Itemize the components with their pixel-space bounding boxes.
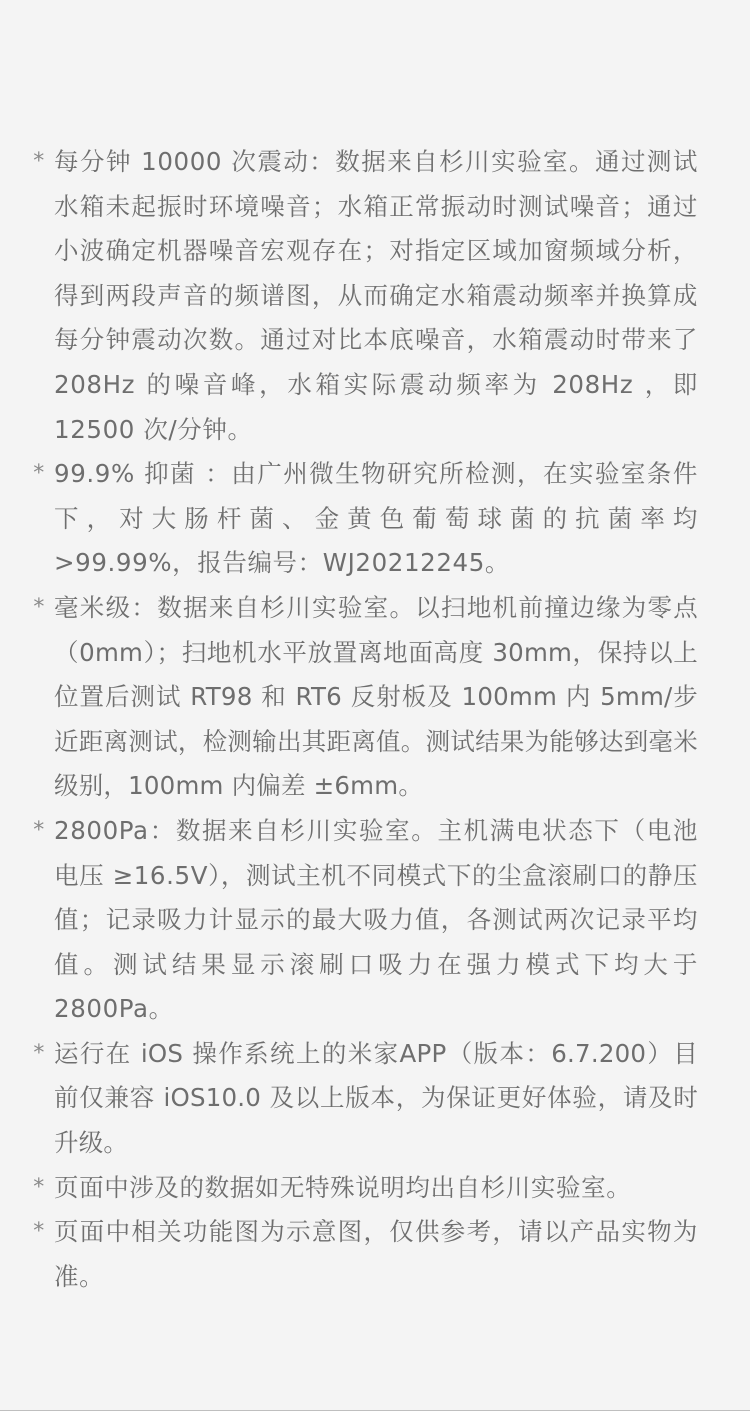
note-suction xyxy=(0,809,750,1032)
note-marker: * xyxy=(33,461,45,487)
note-marker: * xyxy=(33,1174,45,1200)
note-text: 运行在 iOS 操作系统上的米家APP（版本：6.7.200）目前仅兼容 iOS10.0 及以上版本，为保证更好体验，请及时升级。 xyxy=(54,1038,698,1158)
note-data-source xyxy=(0,1166,750,1211)
note-vibration xyxy=(0,140,750,452)
note-text: 2800Pa：数据来自杉川实验室。主机满电状态下（电池电压 ≥16.5V），测试主机不同模式下的尘盒滚刷口的静压值；记录吸力计显示的最大吸力值，各测试两次记录平均值。测试结果显示滚刷口吸力在强力模式下均大于 2800Pa。 xyxy=(54,815,698,1024)
note-text: 毫米级：数据来自杉川实验室。以扫地机前撞边缘为零点（0mm）；扫地机水平放置离地面高度 30mm，保持以上位置后测试 RT98 和 RT6 反射板及 100mm 内 5mm/步近距离测试，检测输出其距离值。测试结果为能够达到毫米级别，100mm 内偏差 ±6mm。 xyxy=(54,592,698,801)
note-marker: * xyxy=(33,1040,45,1066)
note-marker: * xyxy=(33,149,45,174)
note-text: 页面中相关功能图为示意图，仅供参考，请以产品实物为准。 xyxy=(54,1217,698,1291)
note-text: 99.9% 抑菌 ：由广州微生物研究所检测，在实验室条件下，对大肠杆菌、金黄色葡萄球菌的抗菌率均 >99.99%，报告编号：WJ20212245。 xyxy=(54,459,698,578)
note-app-compat xyxy=(0,1032,750,1166)
disclaimer-notes xyxy=(0,140,750,1299)
note-marker: * xyxy=(33,594,45,620)
note-marker: * xyxy=(33,817,45,843)
note-millimeter xyxy=(0,586,750,809)
note-illustration xyxy=(0,1210,750,1299)
note-text: 页面中涉及的数据如无特殊说明均出自杉川实验室。 xyxy=(54,1172,632,1202)
note-antibacterial xyxy=(0,452,750,586)
note-text: 每分钟 10000 次震动：数据来自杉川实验室。通过测试水箱未起振时环境噪音；水箱正常振动时测试噪音；通过小波确定机器噪音宏观存在；对指定区域加窗频域分析，得到两段声音的频谱图，从而确定水箱震动频率并换算成每分钟震动次数。通过对比本底噪音，水箱震动时带来了 208Hz 的噪音峰，水箱实际震动频率为 208Hz ，即 12500 次/分钟。 xyxy=(54,147,698,444)
note-marker: * xyxy=(33,1219,45,1245)
